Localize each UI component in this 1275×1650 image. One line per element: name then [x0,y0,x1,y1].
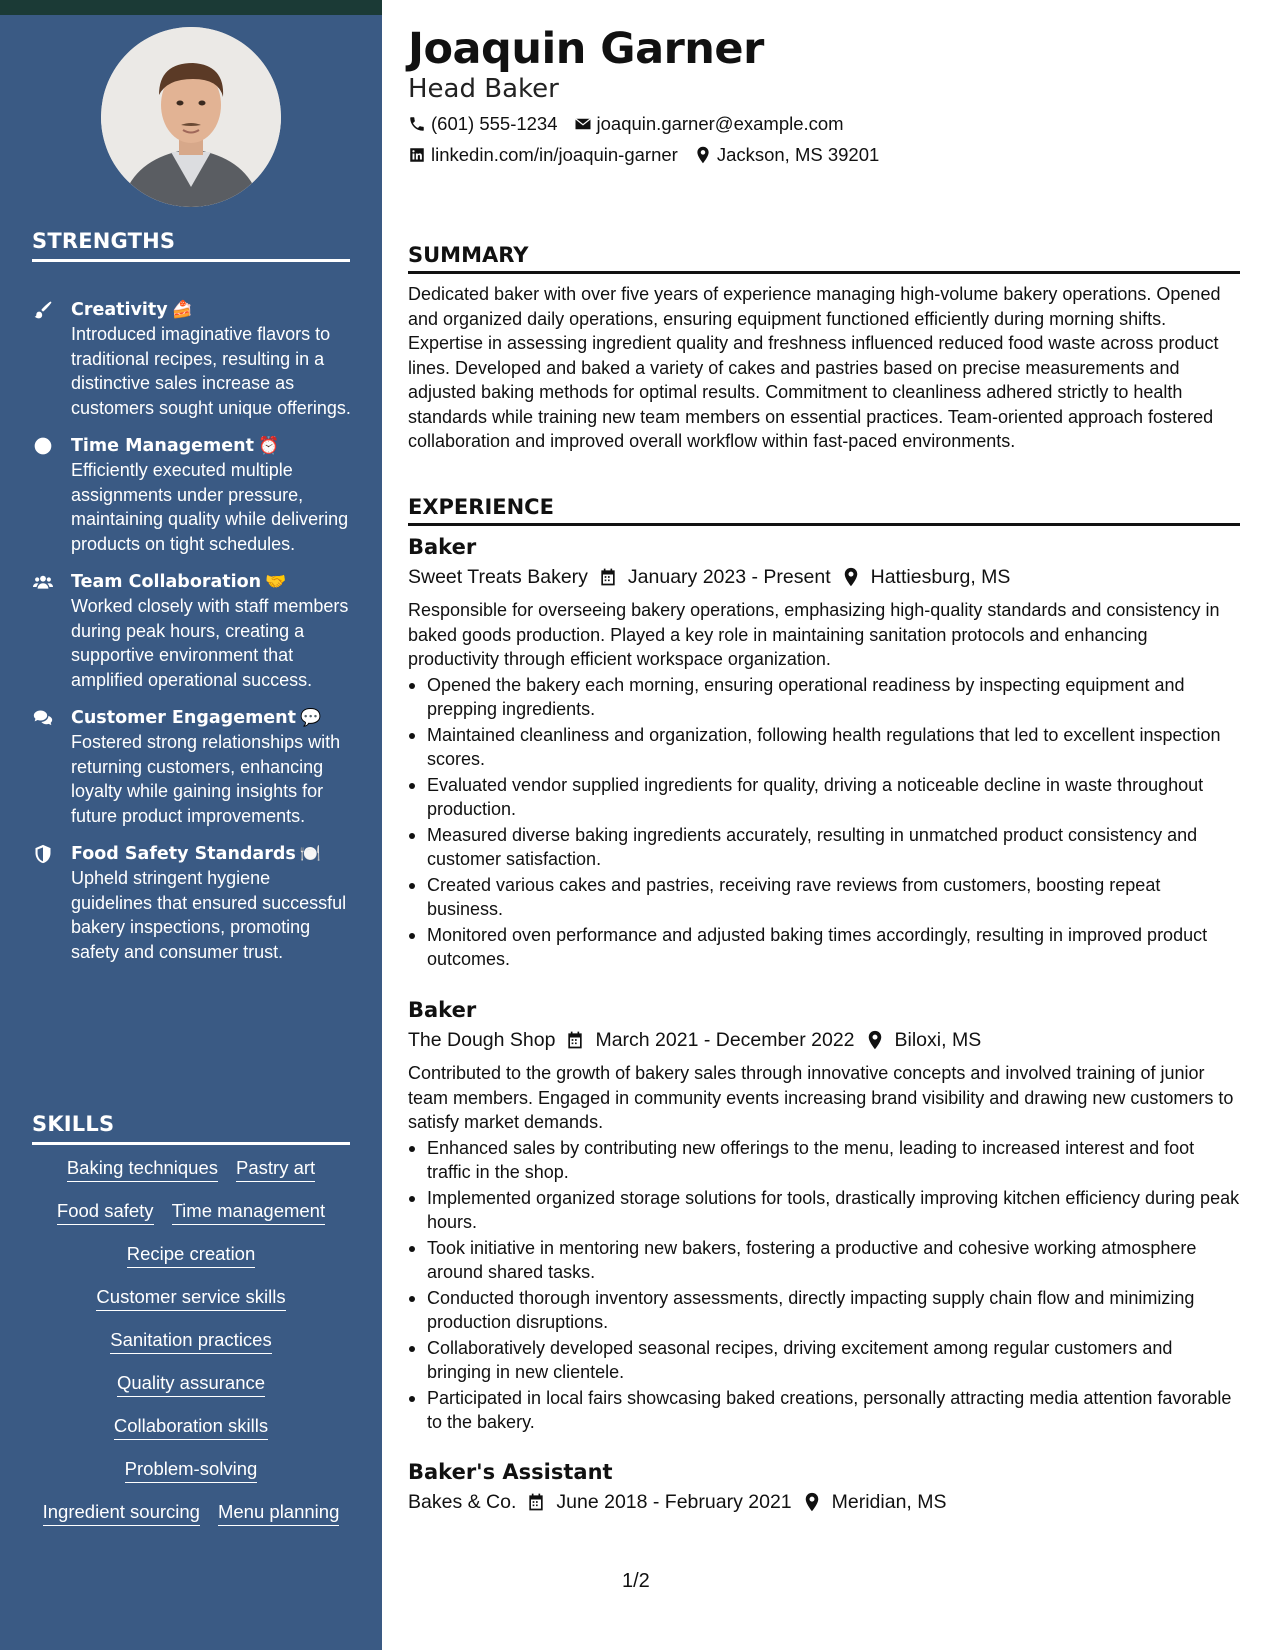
map-pin-icon [694,146,712,164]
strength-title: Food Safety Standards [71,844,296,864]
avatar [101,27,281,207]
job-location: Hattiesburg, MS [870,566,1011,588]
skills-list [32,1156,350,1543]
job-bullets [408,673,1240,972]
job-bullets [408,1136,1240,1435]
job-bullet: Conducted thorough inventory assessments, directly impacting supply chain flow and minimizing production disruptions. [408,1286,1240,1335]
experience-heading: EXPERIENCE [408,495,1240,526]
job-bullet: Opened the bakery each morning, ensuring operational readiness by inspecting equipment and prepping ingredients. [408,673,1240,722]
strength-description: Worked closely with staff members during peak hours, creating a supportive environment that amplified operational success. [71,596,349,690]
users-icon [32,572,54,592]
sidebar [0,0,382,1650]
skill-row [32,1199,350,1225]
skill-row [32,1156,350,1182]
linkedin-contact [408,144,678,166]
envelope-icon [574,115,592,133]
skill-row [32,1414,350,1440]
job-meta [408,1025,1240,1055]
sidebar-top-bar [0,0,382,15]
strength-item [32,434,352,556]
job-bullet: Collaboratively developed seasonal recipes, driving excitement among regular customers and bringing in new clientele. [408,1336,1240,1385]
job-location: Meridian, MS [831,1491,947,1513]
cake-emoji-icon: 🍰 [171,300,193,320]
job-bullet: Measured diverse baking ingredients accurately, resulting in unmatched product consistency and customer satisfaction. [408,823,1240,872]
handshake-emoji-icon: 🤝 [265,572,287,592]
avatar-photo [101,27,281,207]
linkedin-text[interactable]: linkedin.com/in/joaquin-garner [431,144,678,165]
job-company: Sweet Treats Bakery [408,566,588,588]
job-bullet: Enhanced sales by contributing new offerings to the menu, leading to increased interest and foot traffic in the shop. [408,1136,1240,1185]
strength-description: Upheld stringent hygiene guidelines that ensured successful bakery inspections, promoting safety and consumer trust. [71,868,347,962]
strengths-list [32,298,352,978]
location-text: Jackson, MS 39201 [716,144,880,165]
contact-row [408,144,879,166]
alarm-clock-emoji-icon: ⏰ [257,436,280,456]
summary-text: Dedicated baker with over five years of experience managing high-volume bakery operations. Opened and organized daily operations, ensuring equipment functioned efficiently during morning shifts. Expertise in assessing ingredient quality and freshness influenced reduced food waste across product lines. Developed and baked a variety of cakes and pastries based on precise measurements and adjusted baking methods for optimal results. Commitment to cleanliness adhered strictly to health standards while training new team members on essential practices. Team-oriented approach fostered collaboration and improved overall workflow within fast-paced environments. [408,284,1221,451]
map-pin-icon [802,1492,822,1512]
skill-row [32,1457,350,1483]
skill-tag: Time management [172,1199,326,1225]
skill-tag: Pastry art [236,1156,315,1182]
skill-row [32,1328,350,1354]
job-bullet: Created various cakes and pastries, receiving rave reviews from customers, boosting repeat business. [408,873,1240,922]
job-company: Bakes & Co. [408,1491,517,1513]
location-contact [694,144,879,166]
job-meta [408,1487,1240,1517]
skill-tag: Food safety [57,1199,154,1225]
job-bullet: Implemented organized storage solutions for tools, drastically improving kitchen efficiency during peak hours. [408,1186,1240,1235]
job-bullet: Took initiative in mentoring new bakers, fostering a productive and cohesive working atmosphere around shared tasks. [408,1236,1240,1285]
job-bullet: Participated in local fairs showcasing baked creations, personally attracting media attention favorable to the bakery. [408,1386,1240,1435]
skill-tag: Baking techniques [67,1156,218,1182]
shield-icon [32,844,54,864]
calendar-icon [526,1492,546,1512]
strength-item [32,570,352,692]
skill-tag: Problem-solving [125,1457,258,1483]
summary-heading: SUMMARY [408,243,1240,274]
candidate-name: Joaquin Garner [408,24,764,74]
calendar-icon [565,1030,585,1050]
paintbrush-icon [32,300,54,320]
skill-tag: Menu planning [218,1500,339,1526]
job-bullet: Monitored oven performance and adjusted baking times accordingly, resulting in improved product outcomes. [408,923,1240,972]
job-dates: March 2021 - December 2022 [595,1029,855,1051]
job-entry [408,1458,1240,1517]
clock-icon [32,436,54,456]
skill-tag: Customer service skills [96,1285,285,1311]
job-bullet: Maintained cleanliness and organization, following health regulations that led to excellent inspection scores. [408,723,1240,772]
job-title: Baker [408,998,477,1022]
skill-tag: Quality assurance [117,1371,265,1397]
strength-item [32,298,352,420]
job-meta [408,562,1240,592]
strength-title: Creativity [71,300,168,320]
calendar-icon [598,567,618,587]
job-company: The Dough Shop [408,1029,556,1051]
skill-tag: Collaboration skills [114,1414,268,1440]
skill-tag: Recipe creation [127,1242,256,1268]
speech-bubble-emoji-icon: 💬 [300,708,322,728]
strength-item [32,842,352,964]
phone-icon [408,115,426,133]
job-description: Responsible for overseeing bakery operations, emphasizing high-quality standards and consistency in baked goods production. Played a key role in maintaining sanitation protocols and enhancing productivity through efficient workspace organization. [408,600,1220,669]
skills-heading: SKILLS [32,1112,350,1145]
strength-title: Team Collaboration [71,572,262,592]
candidate-title: Head Baker [408,74,559,104]
job-dates: January 2023 - Present [627,566,831,588]
job-title: Baker [408,535,477,559]
linkedin-icon [408,146,426,164]
email-contact [574,113,844,135]
skill-tag: Sanitation practices [110,1328,271,1354]
map-pin-icon [841,567,861,587]
job-title: Baker's Assistant [408,1460,613,1484]
skill-row [32,1371,350,1397]
page-number: 1/2 [622,1570,650,1592]
strength-item [32,706,352,828]
phone-text[interactable]: (601) 555-1234 [431,113,558,134]
job-bullet: Evaluated vendor supplied ingredients for quality, driving a noticeable decline in waste throughout production. [408,773,1240,822]
skill-row [32,1285,350,1311]
job-entry [408,996,1240,1436]
strength-description: Efficiently executed multiple assignments under pressure, maintaining quality while delivering products on tight schedules. [71,460,349,554]
contact-row [408,113,844,135]
job-location: Biloxi, MS [894,1029,982,1051]
skill-tag: Ingredient sourcing [43,1500,200,1526]
skill-row [32,1500,350,1526]
strength-description: Fostered strong relationships with returning customers, enhancing loyalty while gaining insights for future product improvements. [71,732,341,826]
email-text[interactable]: joaquin.garner@example.com [596,113,844,134]
plate-emoji-icon: 🍽️ [299,844,321,864]
job-entry [408,533,1240,973]
map-pin-icon [865,1030,885,1050]
job-dates: June 2018 - February 2021 [556,1491,792,1513]
strength-title: Customer Engagement [71,708,297,728]
job-description: Contributed to the growth of bakery sales through innovative concepts and involved training of junior team members. Engaged in community events increasing brand visibility and drawing new customers to satisfy market demands. [408,1063,1234,1132]
strength-description: Introduced imaginative flavors to traditional recipes, resulting in a distinctive sales increase as customers sought unique offerings. [71,324,351,418]
comments-icon [32,708,54,728]
strengths-heading: STRENGTHS [32,229,350,262]
phone-contact [408,113,558,135]
strength-title: Time Management [71,436,254,456]
skill-row [32,1242,350,1268]
